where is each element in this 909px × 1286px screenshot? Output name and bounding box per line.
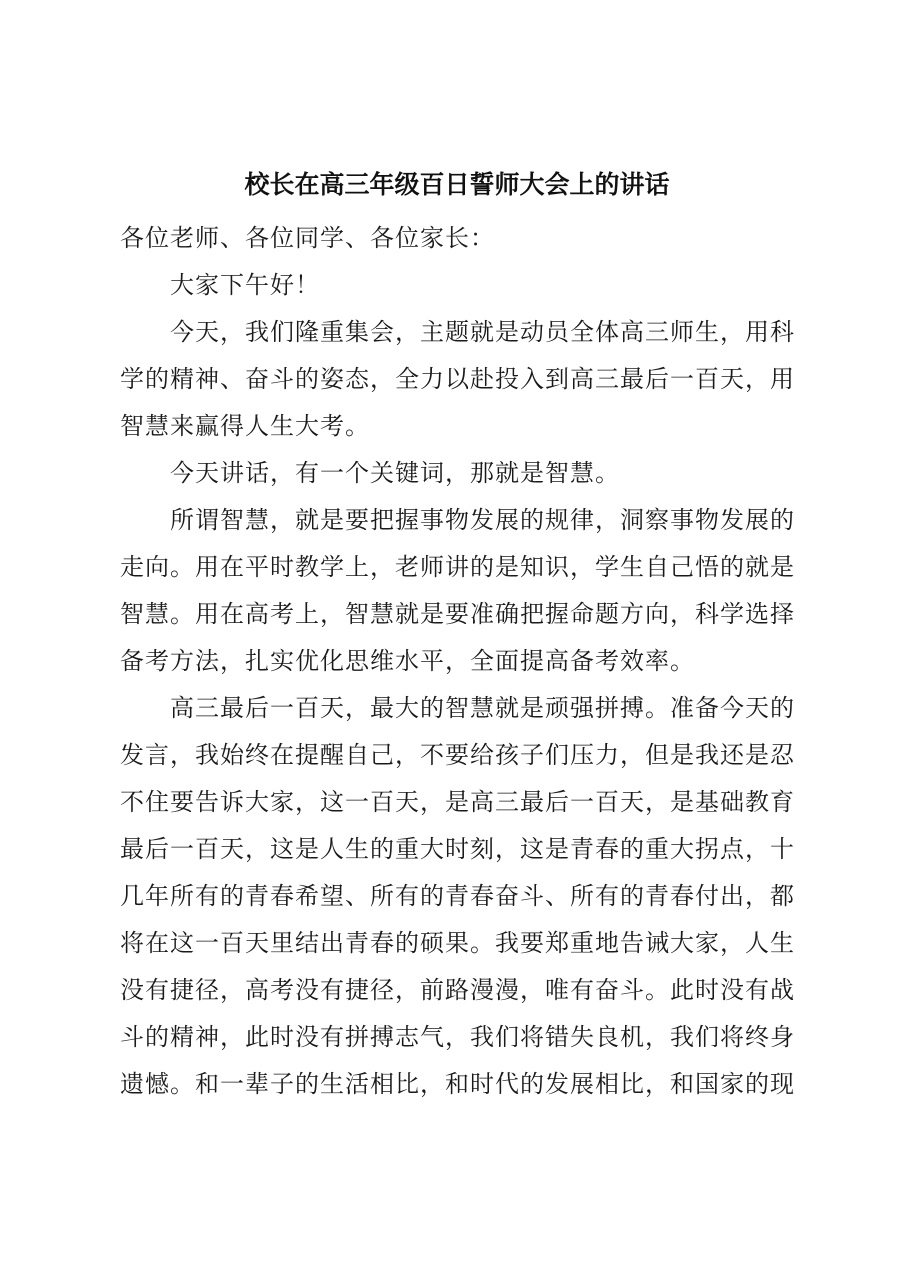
paragraph-line: 备考方法，扎实优化思维水平，全面提高备考效率。	[120, 647, 695, 675]
paragraph-line: 今天讲话，有一个关键词，那就是智慧。	[170, 459, 620, 487]
paragraph-line: 几年所有的青春希望、所有的青春奋斗、所有的青春付出，都	[120, 882, 795, 910]
paragraph-line: 高三最后一百天，最大的智慧就是顽强拼搏。准备今天的	[170, 694, 795, 722]
paragraph-line: 今天，我们隆重集会，主题就是动员全体高三师生，用科	[170, 318, 795, 346]
paragraph-line: 最后一百天，这是人生的重大时刻，这是青春的重大拐点，十	[120, 835, 795, 863]
paragraph-line: 智慧来赢得人生大考。	[120, 412, 370, 440]
paragraph-line: 斗的精神，此时没有拼搏志气，我们将错失良机，我们将终身	[120, 1023, 795, 1051]
paragraph-line: 遗憾。和一辈子的生活相比，和时代的发展相比，和国家的现	[120, 1070, 795, 1098]
paragraph-line: 走向。用在平时教学上，老师讲的是知识，学生自己悟的就是	[120, 553, 795, 581]
paragraph-line: 所谓智慧，就是要把握事物发展的规律，洞察事物发展的	[170, 506, 795, 534]
paragraph-line: 发言，我始终在提醒自己，不要给孩子们压力，但是我还是忍	[120, 741, 795, 769]
document-title: 校长在高三年级百日誓师大会上的讲话	[244, 170, 670, 199]
document-body	[120, 215, 794, 1108]
paragraph-line: 学的精神、奋斗的姿态，全力以赴投入到高三最后一百天，用	[120, 365, 795, 393]
salutation: 各位老师、各位同学、各位家长：	[120, 224, 495, 252]
paragraph-line: 智慧。用在高考上，智慧就是要准确把握命题方向，科学选择	[120, 600, 795, 628]
paragraph-line: 没有捷径，高考没有捷径，前路漫漫，唯有奋斗。此时没有战	[120, 976, 795, 1004]
greeting-line: 大家下午好！	[170, 271, 320, 299]
paragraph-line: 将在这一百天里结出青春的硕果。我要郑重地告诫大家，人生	[120, 929, 795, 957]
paragraph-line: 不住要告诉大家，这一百天，是高三最后一百天，是基础教育	[120, 788, 795, 816]
